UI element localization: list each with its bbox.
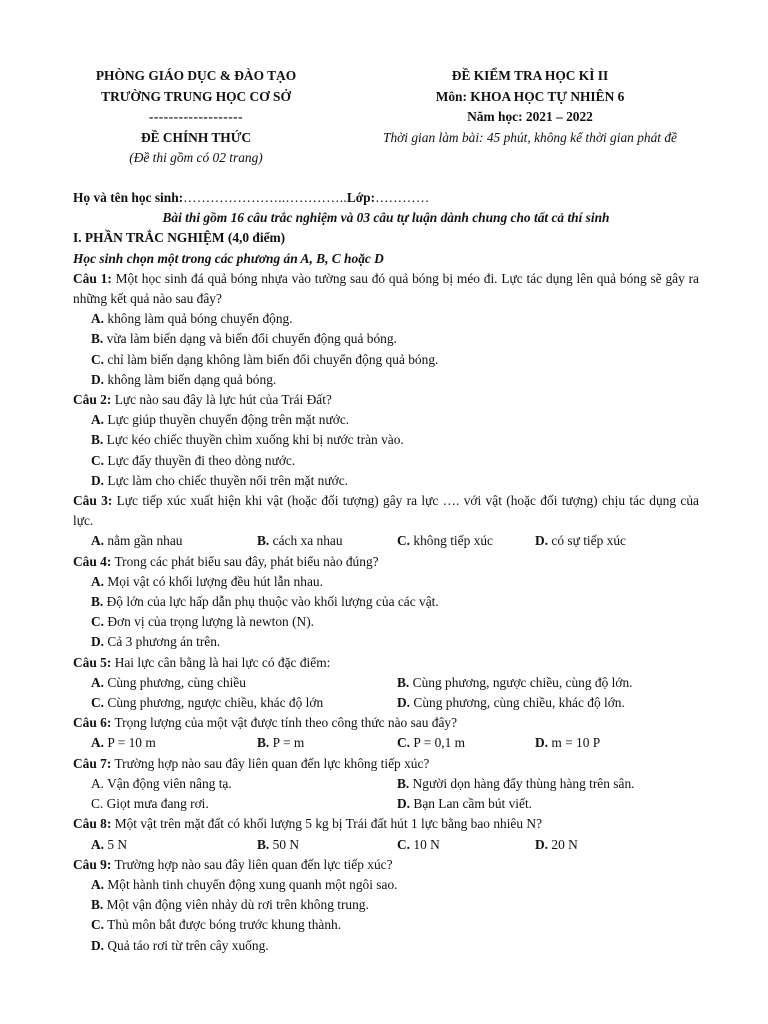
option-text: Quả táo rơi từ trên cây xuống. <box>107 937 269 953</box>
option-key: C. <box>91 695 105 711</box>
option-text: Cùng phương, cùng chiều <box>107 674 246 690</box>
option-text: không tiếp xúc <box>413 533 493 549</box>
question-label: Câu 9: <box>73 856 112 872</box>
question-5 <box>73 653 699 714</box>
answer-option[interactable] <box>257 531 397 551</box>
question-9 <box>73 855 699 956</box>
option-text: 10 N <box>413 836 440 852</box>
exam-title: ĐỀ KIỂM TRA HỌC KÌ II <box>451 68 609 83</box>
answer-option[interactable] <box>73 471 699 491</box>
option-text: Một vận động viên nhảy dù rơi trên không trung. <box>106 897 369 913</box>
answer-option[interactable] <box>91 673 397 693</box>
answer-option[interactable] <box>91 693 397 713</box>
option-text: Vận động viên nâng tạ. <box>107 775 232 791</box>
option-key: A. <box>91 412 105 428</box>
answer-option[interactable] <box>91 733 257 753</box>
question-text: Một học sinh đá quả bóng nhựa vào tường sau đó quả bóng bị méo đi. Lực tác dụng lên quả bóng sẽ gây ra những kết quả nào sau đây? <box>73 270 699 307</box>
answer-option[interactable] <box>91 794 397 814</box>
question-3 <box>73 491 699 552</box>
question-text: Lực nào sau đây là lực hút của Trái Đất? <box>114 392 332 408</box>
option-key: D. <box>91 371 105 387</box>
option-text: P = 0,1 m <box>413 735 466 751</box>
question-text: Trong các phát biểu sau đây, phát biểu nào đúng? <box>114 553 379 569</box>
option-text: Cùng phương, ngược chiều, khác độ lớn <box>107 695 324 711</box>
option-key: C. <box>91 614 105 630</box>
option-text: Người dọn hàng đẩy thùng hàng trên sân. <box>412 775 635 791</box>
option-key: C. <box>91 917 105 933</box>
answer-option[interactable] <box>397 733 535 753</box>
option-text: Đơn vị của trọng lượng là newton (N). <box>107 614 315 630</box>
option-text: 20 N <box>551 836 578 852</box>
answer-option[interactable] <box>397 693 625 713</box>
option-text: Thủ môn bắt được bóng trước khung thành. <box>107 917 342 933</box>
question-label: Câu 2: <box>73 392 112 408</box>
option-text: Giọt mưa đang rơi. <box>106 796 209 812</box>
answer-option[interactable] <box>73 329 699 349</box>
option-key: B. <box>397 674 410 690</box>
question-2 <box>73 390 699 491</box>
option-key: B. <box>91 331 104 347</box>
answer-option[interactable] <box>91 774 397 794</box>
time-note: Thời gian làm bài: 45 phút, không kể thời gian phát đề <box>383 129 677 145</box>
question-text: Trọng lượng của một vật được tính theo công thức nào sau đây? <box>114 715 458 731</box>
option-text: nằm gần nhau <box>107 533 183 549</box>
pages-note: (Đề thi gồm có 02 trang) <box>129 150 263 165</box>
student-name-field[interactable]: …………………..………….. <box>183 190 347 205</box>
question-stem <box>73 713 699 733</box>
question-label: Câu 6: <box>73 715 112 731</box>
answer-option[interactable] <box>73 451 699 471</box>
option-key: A. <box>91 775 105 791</box>
answer-option[interactable] <box>535 733 695 753</box>
answer-option[interactable] <box>73 430 699 450</box>
answer-option[interactable] <box>73 592 699 612</box>
student-info-line <box>73 188 699 208</box>
department-name: PHÒNG GIÁO DỤC & ĐÀO TẠO <box>95 68 297 83</box>
question-stem <box>73 814 699 834</box>
option-key: D. <box>397 695 411 711</box>
answer-option[interactable] <box>397 774 635 794</box>
option-text: Lực đẩy thuyền đi theo dòng nước. <box>107 452 296 468</box>
option-text: m = 10 P <box>551 735 601 751</box>
answer-option[interactable] <box>397 673 633 693</box>
option-text: có sự tiếp xúc <box>551 533 626 549</box>
question-label: Câu 1: <box>73 270 112 286</box>
exam-body <box>73 188 699 956</box>
answer-options-row <box>73 673 699 693</box>
official-label: ĐỀ CHÍNH THỨC <box>140 129 252 145</box>
question-stem <box>73 653 699 673</box>
class-label: Lớp: <box>346 190 376 205</box>
option-key: C. <box>91 452 105 468</box>
student-name-label: Họ và tên học sinh: <box>73 190 184 205</box>
option-key: A. <box>91 735 105 751</box>
question-text: Hai lực cân bằng là hai lực có đặc điểm: <box>114 654 331 670</box>
option-text: 5 N <box>107 836 128 852</box>
option-key: B. <box>257 735 270 751</box>
option-text: chỉ làm biến dạng không làm biến đổi chuyển động quả bóng. <box>107 351 439 367</box>
option-text: Cùng phương, cùng chiều, khác độ lớn. <box>413 695 625 711</box>
section-instruction: Học sinh chọn một trong các phương án A, B, C hoặc D <box>73 250 384 266</box>
answer-options-row <box>73 531 699 551</box>
option-text: Cả 3 phương án trên. <box>107 634 221 650</box>
option-key: D. <box>535 735 549 751</box>
answer-option[interactable] <box>257 733 397 753</box>
option-text: Cùng phương, ngược chiều, cùng độ lớn. <box>412 674 633 690</box>
option-key: A. <box>91 876 105 892</box>
question-stem <box>73 552 699 572</box>
option-text: không làm biến dạng quả bóng. <box>107 371 277 387</box>
question-text: Lực tiếp xúc xuất hiện khi vật (hoặc đối tượng) gây ra lực …. với vật (hoặc đối tượng) chịu tác dụng của lực. <box>73 493 699 529</box>
answer-option[interactable] <box>73 309 699 329</box>
school-year: Năm học: 2021 – 2022 <box>467 109 593 124</box>
option-key: B. <box>91 432 104 448</box>
option-text: cách xa nhau <box>272 533 343 549</box>
question-label: Câu 7: <box>73 755 112 771</box>
answer-options-row <box>73 835 699 855</box>
option-text: P = 10 m <box>107 735 156 751</box>
answer-option[interactable] <box>535 835 695 855</box>
option-key: B. <box>257 836 270 852</box>
option-key: D. <box>91 472 105 488</box>
option-text: Lực làm cho chiếc thuyền nổi trên mặt nước. <box>107 472 348 488</box>
option-text: Lực giúp thuyền chuyển động trên mặt nước. <box>107 412 350 428</box>
question-label: Câu 5: <box>73 654 112 670</box>
option-text: Một hành tinh chuyển động xung quanh một ngôi sao. <box>107 876 398 892</box>
answer-options-row <box>73 733 699 753</box>
answer-option[interactable] <box>73 895 699 915</box>
section-title: I. PHẦN TRẮC NGHIỆM (4,0 điểm) <box>73 230 286 246</box>
question-6 <box>73 713 699 753</box>
answer-option[interactable] <box>73 370 699 390</box>
answer-option[interactable] <box>73 612 699 632</box>
answer-option[interactable] <box>73 632 699 652</box>
answer-option[interactable] <box>257 835 397 855</box>
option-key: D. <box>535 836 549 852</box>
option-key: C. <box>91 796 104 812</box>
answer-option[interactable] <box>73 410 699 430</box>
answer-option[interactable] <box>73 572 699 592</box>
option-key: B. <box>91 594 104 610</box>
answer-option[interactable] <box>397 794 532 814</box>
question-stem <box>73 390 699 410</box>
answer-options-row <box>73 774 699 794</box>
answer-option[interactable] <box>397 531 535 551</box>
option-key: A. <box>91 573 105 589</box>
answer-option[interactable] <box>73 936 699 956</box>
answer-options-row <box>73 794 699 814</box>
question-stem <box>73 269 699 309</box>
school-block <box>44 66 348 169</box>
option-key: A. <box>91 311 105 327</box>
exam-info-block <box>354 66 706 148</box>
question-text: Một vật trên mặt đất có khối lượng 5 kg bị Trái đất hút 1 lực bằng bao nhiêu N? <box>114 816 543 832</box>
answer-option[interactable] <box>73 875 699 895</box>
option-text: vừa làm biến dạng và biến đổi chuyển động quả bóng. <box>106 331 397 347</box>
question-4 <box>73 552 699 653</box>
option-key: C. <box>397 533 411 549</box>
option-text: P = m <box>272 735 305 751</box>
question-stem <box>73 754 699 774</box>
question-8 <box>73 814 699 854</box>
exam-intro: Bài thi gồm 16 câu trắc nghiệm và 03 câu tự luận dành chung cho tất cả thí sinh <box>162 210 610 226</box>
option-key: D. <box>91 634 105 650</box>
answer-options-row <box>73 693 699 713</box>
question-label: Câu 3: <box>73 493 113 509</box>
option-text: Bạn Lan cầm bút viết. <box>413 796 533 812</box>
option-key: D. <box>397 796 411 812</box>
exam-header <box>0 66 768 170</box>
question-label: Câu 4: <box>73 553 112 569</box>
answer-option[interactable] <box>73 350 699 370</box>
option-text: không làm quả bóng chuyển động. <box>107 311 293 327</box>
answer-option[interactable] <box>535 531 695 551</box>
option-key: B. <box>397 775 410 791</box>
option-key: B. <box>257 533 270 549</box>
question-stem <box>73 855 699 875</box>
question-1 <box>73 269 699 390</box>
option-key: A. <box>91 533 105 549</box>
option-text: Độ lớn của lực hấp dẫn phụ thuộc vào khối lượng của các vật. <box>106 594 439 610</box>
option-text: Mọi vật có khối lượng đều hút lẫn nhau. <box>107 573 323 589</box>
question-label: Câu 8: <box>73 816 112 832</box>
option-key: A. <box>91 836 105 852</box>
answer-option[interactable] <box>73 915 699 935</box>
question-text: Trường hợp nào sau đây liên quan đến lực tiếp xúc? <box>114 856 393 872</box>
option-key: D. <box>535 533 549 549</box>
question-stem <box>73 491 699 531</box>
question-7 <box>73 754 699 815</box>
option-key: D. <box>91 937 105 953</box>
question-text: Trường hợp nào sau đây liên quan đến lực không tiếp xúc? <box>114 755 430 771</box>
answer-option[interactable] <box>91 531 257 551</box>
class-field[interactable]: ………… <box>375 190 430 205</box>
option-text: 50 N <box>272 836 300 852</box>
option-key: C. <box>91 351 105 367</box>
answer-option[interactable] <box>91 835 257 855</box>
option-key: A. <box>91 674 105 690</box>
option-key: B. <box>91 897 104 913</box>
option-key: C. <box>397 836 411 852</box>
header-separator: ------------------- <box>148 109 244 124</box>
school-name: TRƯỜNG TRUNG HỌC CƠ SỞ <box>101 88 291 104</box>
exam-subject: Môn: KHOA HỌC TỰ NHIÊN 6 <box>435 88 625 104</box>
option-text: Lực kéo chiếc thuyền chìm xuống khi bị nước tràn vào. <box>106 432 404 448</box>
answer-option[interactable] <box>397 835 535 855</box>
option-key: C. <box>397 735 411 751</box>
